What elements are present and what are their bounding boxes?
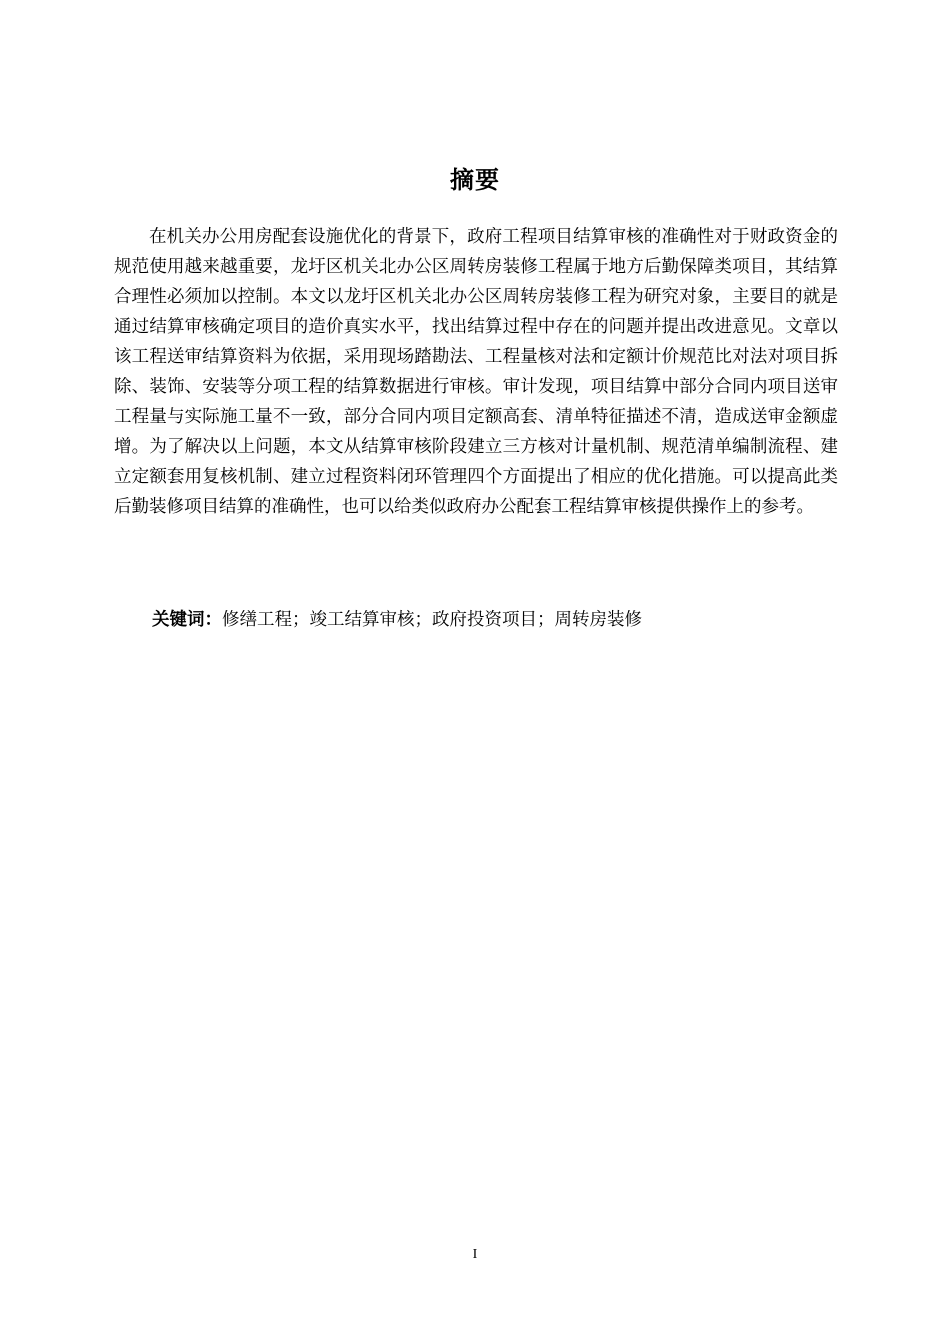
page-title: 摘要: [450, 166, 500, 194]
keywords-text: 修缮工程；竣工结算审核；政府投资项目；周转房装修: [222, 610, 642, 630]
page-number: I: [472, 1247, 478, 1262]
keywords-line: [152, 605, 838, 635]
keywords-label: 关键词：: [152, 610, 222, 630]
abstract-paragraph: 在机关办公用房配套设施优化的背景下，政府工程项目结算审核的准确性对于财政资金的规范使用越来越重要，龙圩区机关北办公区周转房装修工程属于地方后勤保障类项目，其结算合理性必须加以控制。本文以龙圩区机关北办公区周转房装修工程为研究对象，主要目的就是通过结算审核确定项目的造价真实水平，找出结算过程中存在的问题并提出改进意见。文章以该工程送审结算资料为依据，采用现场踏勘法、工程量核对法和定额计价规范比对法对项目拆除、装饰、安装等分项工程的结算数据进行审核。审计发现，项目结算中部分合同内项目送审工程量与实际施工量不一致，部分合同内项目定额高套、清单特征描述不清，造成送审金额虚增。为了解决以上问题，本文从结算审核阶段建立三方核对计量机制、规范清单编制流程、建立定额套用复核机制、建立过程资料闭环管理四个方面提出了相应的优化措施。可以提高此类后勤装修项目结算的准确性，也可以给类似政府办公配套工程结算审核提供操作上的参考。: [114, 227, 838, 517]
